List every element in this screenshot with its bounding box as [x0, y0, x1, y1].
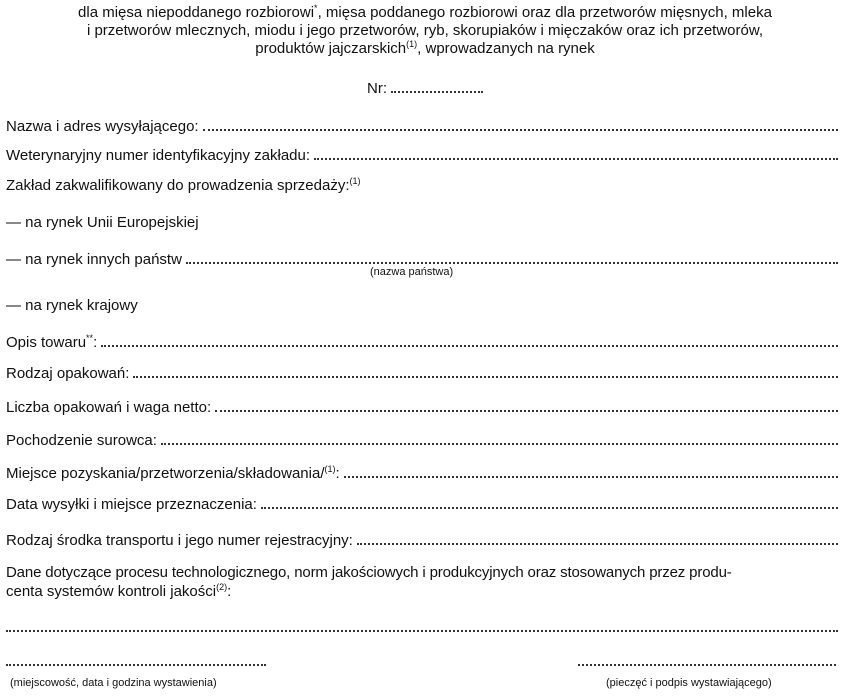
other-market-label: — na rynek innych państw — [6, 251, 182, 268]
raw-origin-field[interactable] — [6, 429, 838, 449]
header-line-2: i przetworów mlecznych, miodu i jego przetworów, ryb, skorupiaków i mięczaków oraz ich przetworów, — [86, 22, 764, 39]
dispatch-label: Data wysyłki i miejsce przeznaczenia: — [6, 496, 257, 513]
vet-number-dotted-line[interactable] — [314, 158, 838, 160]
packaging-type-field[interactable] — [6, 362, 838, 382]
technology-line-2: centa systemów kontroli jakości$^{(2)}$: — [6, 582, 232, 600]
footnote-mark: (1) — [406, 39, 418, 49]
vet-number-label: Weterynaryjny numer identyfikacyjny zakładu: — [6, 147, 311, 164]
eu-market-option[interactable]: — na rynek Unii Europejskiej — [6, 214, 199, 231]
place-field[interactable] — [6, 462, 838, 482]
footnote-mark: * — [314, 3, 318, 13]
document-number-label: Nr: — [367, 80, 387, 97]
place-label: Miejsce pozyskania/przetworzenia/składowania/$^{(1)}$: — [6, 464, 340, 482]
form-header — [30, 4, 820, 58]
document-number — [0, 80, 850, 97]
stamp-signature-dotted-line[interactable] — [578, 664, 836, 666]
stamp-signature-caption: (pieczęć i podpis wystawiającego) — [606, 677, 772, 689]
vet-number-field[interactable] — [6, 144, 838, 164]
dispatch-field[interactable] — [6, 493, 838, 513]
country-name-note: (nazwa państwa) — [370, 266, 454, 278]
raw-origin-dotted-line[interactable] — [161, 443, 838, 445]
place-date-caption: (miejscowość, data i godzina wystawienia) — [10, 677, 217, 689]
sender-field[interactable] — [6, 115, 838, 135]
transport-dotted-line[interactable] — [357, 543, 838, 545]
technology-dotted-line[interactable] — [6, 630, 838, 632]
dispatch-dotted-line[interactable] — [261, 507, 838, 509]
sender-label: Nazwa i adres wysyłającego: — [6, 118, 199, 135]
technology-description — [6, 563, 838, 601]
goods-description-label: Opis towaru**: — [6, 333, 98, 351]
packaging-type-label: Rodzaj opakowań: — [6, 365, 130, 382]
country-dotted-line[interactable] — [186, 262, 838, 264]
technology-line-1: Dane dotyczące procesu technologicznego, norm jakościowych i produkcyjnych oraz stosowanych przez produ- — [6, 564, 732, 581]
transport-field[interactable] — [6, 529, 838, 549]
qualified-label: Zakład zakwalifikowany do prowadzenia sprzedaży:$^{(1)}$ — [6, 176, 361, 194]
place-dotted-line[interactable] — [344, 476, 838, 478]
raw-origin-label: Pochodzenie surowca: — [6, 432, 157, 449]
footnote-mark: ** — [86, 333, 94, 343]
other-market-field[interactable] — [6, 248, 838, 268]
transport-label: Rodzaj środka transportu i jego numer rejestracyjny: — [6, 532, 353, 549]
goods-description-dotted-line[interactable] — [101, 345, 838, 347]
footnote-mark: (1) — [324, 464, 336, 474]
header-line-1: dla mięsa niepoddanego rozbiorowi*, mięsa poddanego rozbiorowi oraz dla przetworów mięsnych, mleka — [78, 3, 772, 21]
header-line-3: produktów jajczarskich$^{(1)}$, wprowadzanych na rynek — [255, 39, 595, 57]
packaging-type-dotted-line[interactable] — [133, 376, 838, 378]
domestic-market-option[interactable]: — na rynek krajowy — [6, 297, 138, 314]
footnote-mark: (1) — [349, 176, 361, 186]
place-date-dotted-line[interactable] — [6, 664, 266, 666]
packaging-count-label: Liczba opakowań i waga netto: — [6, 399, 212, 416]
packaging-count-field[interactable] — [6, 396, 838, 416]
goods-description-field[interactable] — [6, 331, 838, 351]
document-number-field[interactable] — [391, 81, 483, 93]
sender-dotted-line[interactable] — [203, 129, 838, 131]
footnote-mark: (2) — [216, 582, 228, 592]
packaging-count-dotted-line[interactable] — [215, 410, 838, 412]
